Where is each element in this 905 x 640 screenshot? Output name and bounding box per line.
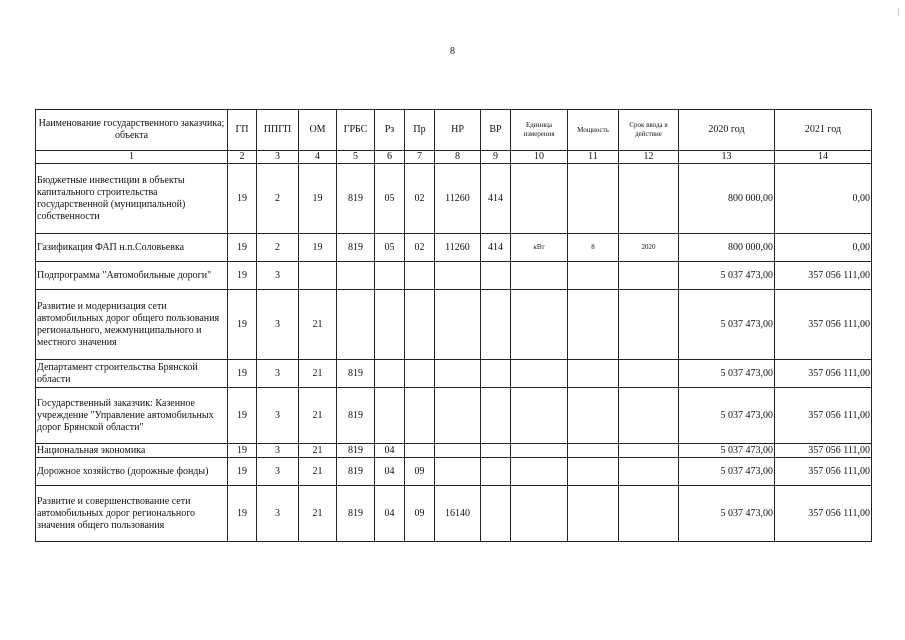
table-cell-capacity [568, 388, 619, 444]
table-row [36, 486, 872, 542]
table-cell-rz: 05 [375, 234, 405, 262]
column-number: 3 [257, 151, 299, 164]
table-cell-om: 21 [299, 360, 337, 388]
table-cell-om: 21 [299, 290, 337, 360]
table-cell-vr [481, 262, 511, 290]
table-cell-rz: 04 [375, 444, 405, 458]
table-cell-gp: 19 [228, 486, 257, 542]
table-row [36, 388, 872, 444]
column-number: 1 [36, 151, 228, 164]
table-cell-term [619, 486, 679, 542]
table-cell-capacity [568, 360, 619, 388]
table-cell-gp: 19 [228, 262, 257, 290]
table-cell-gp: 19 [228, 290, 257, 360]
table-cell-ppgp: 3 [257, 458, 299, 486]
page-number: 8 [450, 46, 455, 57]
table-cell-name: Газификация ФАП н.п.Соловьевка [36, 234, 228, 262]
header-cell: ОМ [299, 110, 337, 151]
table-cell-grbs [337, 290, 375, 360]
table-cell-y2020: 5 037 473,00 [679, 458, 775, 486]
table-cell-gp: 19 [228, 444, 257, 458]
table-cell-vr: 414 [481, 234, 511, 262]
table-cell-unit [511, 486, 568, 542]
table-cell-ppgp: 2 [257, 234, 299, 262]
table-cell-name: Развитие и модернизация сети автомобильных дорог общего пользования регионального, межмуниципального и местного значения [36, 290, 228, 360]
header-cell: НР [435, 110, 481, 151]
table-cell-rz [375, 290, 405, 360]
table-cell-ppgp: 3 [257, 388, 299, 444]
table-cell-vr [481, 486, 511, 542]
table-cell-grbs [337, 262, 375, 290]
table-cell-om: 21 [299, 458, 337, 486]
table-cell-y2020: 5 037 473,00 [679, 388, 775, 444]
table-cell-y2020: 5 037 473,00 [679, 444, 775, 458]
column-number: 4 [299, 151, 337, 164]
table-cell-capacity [568, 290, 619, 360]
table-cell-unit [511, 290, 568, 360]
table-row [36, 290, 872, 360]
table-cell-term [619, 458, 679, 486]
header-cell: ГРБС [337, 110, 375, 151]
table-cell-name: Государственный заказчик: Казенное учреждение "Управление автомобильных дорог Брянской области" [36, 388, 228, 444]
column-number: 10 [511, 151, 568, 164]
table-cell-om: 21 [299, 444, 337, 458]
table-cell-nr: 16140 [435, 486, 481, 542]
header-cell: Единица измерения [511, 110, 568, 151]
table-cell-nr [435, 360, 481, 388]
table-cell-rz: 04 [375, 486, 405, 542]
table-cell-rz: 04 [375, 458, 405, 486]
table-row [36, 444, 872, 458]
column-number: 2 [228, 151, 257, 164]
column-number: 6 [375, 151, 405, 164]
table-cell-ppgp: 3 [257, 262, 299, 290]
table-cell-grbs: 819 [337, 360, 375, 388]
table-cell-om: 19 [299, 164, 337, 234]
header-cell: Срок ввода в действие [619, 110, 679, 151]
table-cell-gp: 19 [228, 164, 257, 234]
table-cell-rz: 05 [375, 164, 405, 234]
table-cell-y2021: 357 056 111,00 [775, 388, 872, 444]
table-cell-grbs: 819 [337, 388, 375, 444]
column-number: 14 [775, 151, 872, 164]
table-cell-unit [511, 164, 568, 234]
table-cell-om: 21 [299, 388, 337, 444]
column-number: 12 [619, 151, 679, 164]
table-cell-y2021: 357 056 111,00 [775, 290, 872, 360]
table-cell-capacity [568, 458, 619, 486]
header-cell: 2020 год [679, 110, 775, 151]
header-cell: ППГП [257, 110, 299, 151]
table-cell-grbs: 819 [337, 486, 375, 542]
table-cell-capacity [568, 164, 619, 234]
table-cell-y2020: 800 000,00 [679, 234, 775, 262]
table-cell-name: Развитие и совершенствование сети автомобильных дорог регионального значения общего пользования [36, 486, 228, 542]
header-cell: 2021 год [775, 110, 872, 151]
table-cell-nr [435, 262, 481, 290]
table-cell-pr: 02 [405, 164, 435, 234]
column-number: 5 [337, 151, 375, 164]
table-cell-term [619, 290, 679, 360]
table-cell-grbs: 819 [337, 458, 375, 486]
table-cell-ppgp: 3 [257, 486, 299, 542]
table-cell-term [619, 164, 679, 234]
table-cell-gp: 19 [228, 234, 257, 262]
column-number: 7 [405, 151, 435, 164]
table-cell-y2021: 357 056 111,00 [775, 262, 872, 290]
table-cell-term [619, 360, 679, 388]
table-cell-capacity [568, 262, 619, 290]
table-cell-y2021: 357 056 111,00 [775, 486, 872, 542]
table-cell-ppgp: 3 [257, 444, 299, 458]
table-cell-term [619, 388, 679, 444]
table-cell-unit [511, 360, 568, 388]
table-cell-pr [405, 360, 435, 388]
table-cell-capacity [568, 486, 619, 542]
column-number-row [36, 151, 872, 164]
table-cell-pr [405, 290, 435, 360]
table-cell-vr [481, 444, 511, 458]
table-cell-name: Бюджетные инвестиции в объекты капитального строительства государственной (муниципальной) собственности [36, 164, 228, 234]
table-cell-name: Департамент строительства Брянской области [36, 360, 228, 388]
table-cell-capacity [568, 444, 619, 458]
column-number: 9 [481, 151, 511, 164]
table-row [36, 458, 872, 486]
table-cell-y2020: 5 037 473,00 [679, 360, 775, 388]
table-cell-rz [375, 262, 405, 290]
table-cell-vr: 414 [481, 164, 511, 234]
table-cell-name: Национальная экономика [36, 444, 228, 458]
budget-table [35, 109, 872, 542]
table-cell-unit [511, 444, 568, 458]
table-cell-vr [481, 290, 511, 360]
table-cell-ppgp: 3 [257, 360, 299, 388]
table-cell-om: 21 [299, 486, 337, 542]
table-cell-pr [405, 444, 435, 458]
table-cell-term [619, 262, 679, 290]
table-cell-nr: 11260 [435, 234, 481, 262]
table-cell-ppgp: 2 [257, 164, 299, 234]
table-cell-unit [511, 262, 568, 290]
table-cell-pr [405, 388, 435, 444]
table-cell-om: 19 [299, 234, 337, 262]
table-row [36, 360, 872, 388]
table-cell-gp: 19 [228, 360, 257, 388]
table-cell-vr [481, 458, 511, 486]
table-cell-y2020: 5 037 473,00 [679, 290, 775, 360]
table-cell-y2020: 800 000,00 [679, 164, 775, 234]
table-cell-vr [481, 388, 511, 444]
header-row [36, 110, 872, 151]
table-cell-unit [511, 388, 568, 444]
table-cell-term: 2020 [619, 234, 679, 262]
table-cell-y2021: 0,00 [775, 164, 872, 234]
column-number: 11 [568, 151, 619, 164]
table-cell-y2020: 5 037 473,00 [679, 486, 775, 542]
table-cell-rz [375, 388, 405, 444]
table-cell-nr [435, 388, 481, 444]
table-cell-pr [405, 262, 435, 290]
table-cell-rz [375, 360, 405, 388]
column-number: 13 [679, 151, 775, 164]
header-cell: Пр [405, 110, 435, 151]
table-cell-pr: 09 [405, 486, 435, 542]
column-number: 8 [435, 151, 481, 164]
table-cell-y2021: 357 056 111,00 [775, 444, 872, 458]
header-cell: Рз [375, 110, 405, 151]
table-cell-capacity: 8 [568, 234, 619, 262]
table-cell-term [619, 444, 679, 458]
table-row [36, 164, 872, 234]
table-cell-grbs: 819 [337, 164, 375, 234]
table-cell-nr: 11260 [435, 164, 481, 234]
corner-mark: | [897, 6, 899, 16]
table-cell-vr [481, 360, 511, 388]
table-row [36, 234, 872, 262]
table-cell-y2021: 357 056 111,00 [775, 360, 872, 388]
table-cell-gp: 19 [228, 458, 257, 486]
table-cell-unit [511, 458, 568, 486]
header-cell: ГП [228, 110, 257, 151]
table-cell-y2021: 357 056 111,00 [775, 458, 872, 486]
table-cell-nr [435, 458, 481, 486]
table-cell-grbs: 819 [337, 234, 375, 262]
table-cell-pr: 02 [405, 234, 435, 262]
table-cell-y2020: 5 037 473,00 [679, 262, 775, 290]
table-cell-name: Дорожное хозяйство (дорожные фонды) [36, 458, 228, 486]
table-row [36, 262, 872, 290]
table-cell-om [299, 262, 337, 290]
table-cell-gp: 19 [228, 388, 257, 444]
table-cell-ppgp: 3 [257, 290, 299, 360]
table-cell-nr [435, 444, 481, 458]
table-cell-y2021: 0,00 [775, 234, 872, 262]
table-cell-name: Подпрограмма "Автомобильные дороги" [36, 262, 228, 290]
table-cell-pr: 09 [405, 458, 435, 486]
header-cell: Мощность [568, 110, 619, 151]
header-cell: ВР [481, 110, 511, 151]
header-cell: Наименование государственного заказчика; объекта [36, 110, 228, 151]
table-cell-nr [435, 290, 481, 360]
table-cell-unit: кВт [511, 234, 568, 262]
table-cell-grbs: 819 [337, 444, 375, 458]
